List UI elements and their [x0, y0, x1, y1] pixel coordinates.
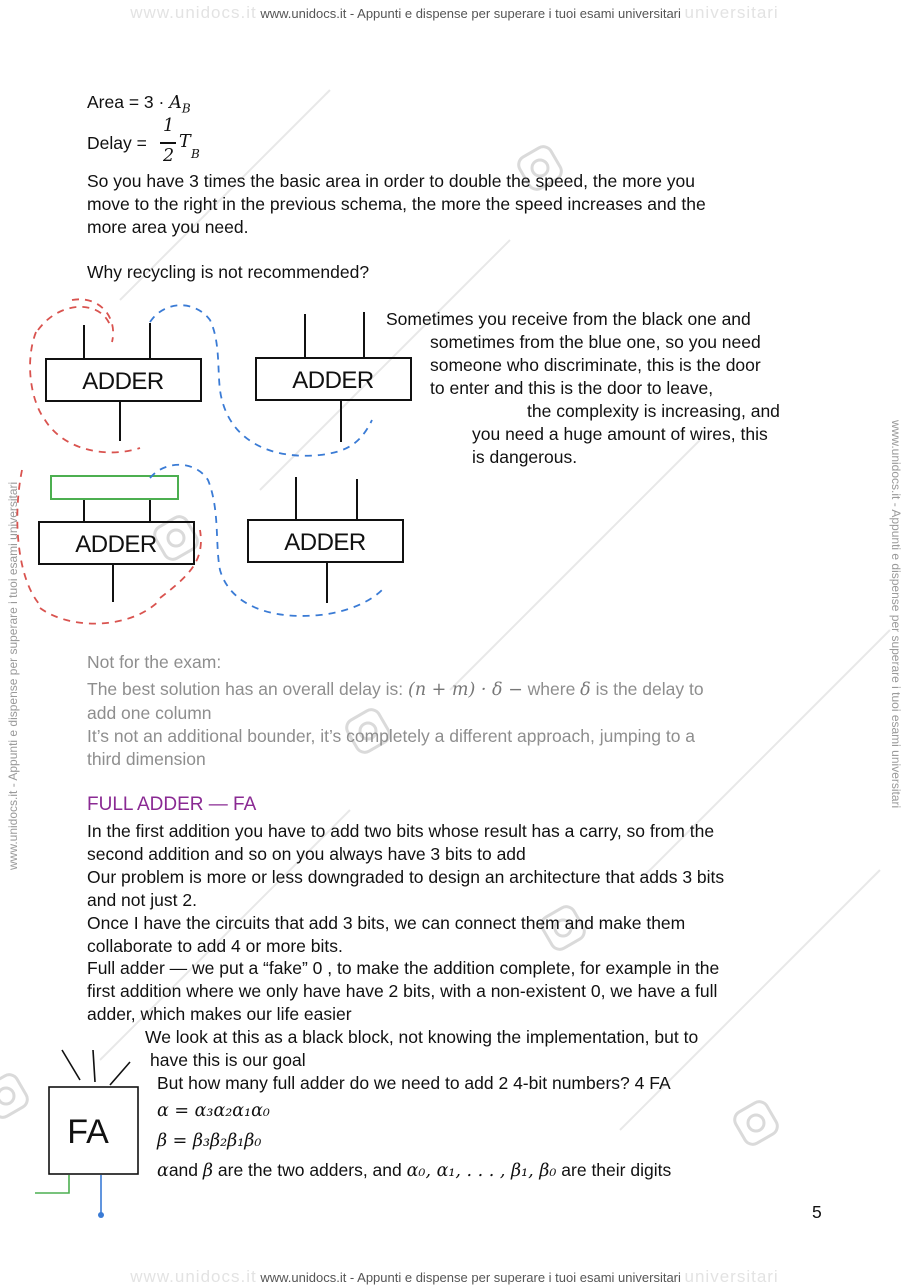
not-exam-line: add one column	[87, 703, 212, 723]
full-adder-line: adder, which makes our life easier	[87, 1004, 352, 1024]
page-number: 5	[812, 1202, 822, 1222]
fa-text-line: have this is our goal	[150, 1050, 306, 1070]
faint-watermark-left: www.unidocs.it	[130, 1267, 257, 1286]
recycling-text-line: Sometimes you receive from the black one and	[386, 309, 751, 329]
adder-label: ADDER	[82, 368, 164, 395]
not-exam-line: The best solution has an overall delay is: (n + m) · δ − where δ is the delay to	[87, 679, 704, 700]
full-adder-line: In the first addition you have to add two bits whose result has a carry, so from the	[87, 821, 715, 841]
recycling-text-line: you need a huge amount of wires, this	[472, 424, 768, 444]
fa-text-line: But how many full adder do we need to add 2 4-bit numbers? 4 FA	[157, 1073, 671, 1093]
recycling-text-line: is dangerous.	[472, 447, 578, 467]
full-adder-line: and not just 2.	[87, 890, 197, 910]
adder-label: ADDER	[75, 531, 157, 558]
recycling-text-line: someone who discriminate, this is the door	[430, 355, 761, 375]
recycling-text-line: sometimes from the blue one, so you need	[430, 332, 761, 352]
adder-label: ADDER	[292, 367, 374, 394]
recycling-text-line: the complexity is increasing, and	[527, 401, 780, 421]
paragraph-line: So you have 3 times the basic area in order to double the speed, the more you	[87, 171, 696, 191]
faint-watermark-right: universitari	[684, 1267, 779, 1286]
not-exam-line: It’s not an additional bounder, it’s completely a different approach, jumping to a	[87, 726, 696, 746]
full-adder-line: collaborate to add 4 or more bits.	[87, 936, 343, 956]
beta-equation: β = β₃β₂β₁β₀	[157, 1131, 262, 1151]
not-exam-line: third dimension	[87, 749, 206, 769]
recycling-text-line: to enter and this is the door to leave,	[430, 378, 714, 398]
area-formula: Area = $3 \cdot A_B$	[87, 92, 191, 116]
faint-watermark-right: universitari	[684, 3, 779, 22]
full-adder-line: second addition and so on you always have 3 bits to add	[87, 844, 526, 864]
paragraph-line: more area you need.	[87, 217, 249, 237]
section-heading: FULL ADDER — FA	[87, 794, 257, 815]
left-side-watermark: www.unidocs.it - Appunti e dispense per superare i tuoi esami universitari	[6, 481, 20, 870]
faint-watermark-left: www.unidocs.it	[130, 3, 257, 22]
not-exam-label: Not for the exam:	[87, 652, 222, 672]
full-adder-line: Once I have the circuits that add 3 bits, we can connect them and make them	[87, 913, 686, 933]
right-side-watermark: www.unidocs.it - Appunti e dispense per superare i tuoi esami universitari	[889, 420, 903, 809]
question-line: Why recycling is not recommended?	[87, 262, 370, 282]
full-adder-line: first addition where we only have have 2 bits, with a non-existent 0, we have a full	[87, 981, 718, 1001]
fa-text-line: We look at this as a black block, not knowing the implementation, but to	[145, 1027, 699, 1047]
paragraph-line: move to the right in the previous schema, the more the speed increases and the	[87, 194, 706, 214]
fa-label: FA	[67, 1113, 109, 1151]
adder-label: ADDER	[284, 529, 366, 556]
digits-line: αand β are the two adders, and α₀, α₁, . . . , β₁, β₀ are their digits	[157, 1160, 672, 1181]
footer-watermark-text: www.unidocs.it - Appunti e dispense per superare i tuoi esami universitari	[260, 1270, 681, 1285]
green-output-wire	[35, 1175, 69, 1193]
full-adder-line: Our problem is more or less downgraded to design an architecture that adds 3 bits	[87, 867, 725, 887]
blue-wire-dot	[98, 1212, 104, 1218]
header-watermark-text: www.unidocs.it - Appunti e dispense per superare i tuoi esami universitari	[260, 6, 681, 21]
alpha-equation: α = α₃α₂α₁α₀	[157, 1101, 270, 1121]
full-adder-line: Full adder — we put a “fake” 0 , to make the addition complete, for example in the	[87, 958, 720, 978]
